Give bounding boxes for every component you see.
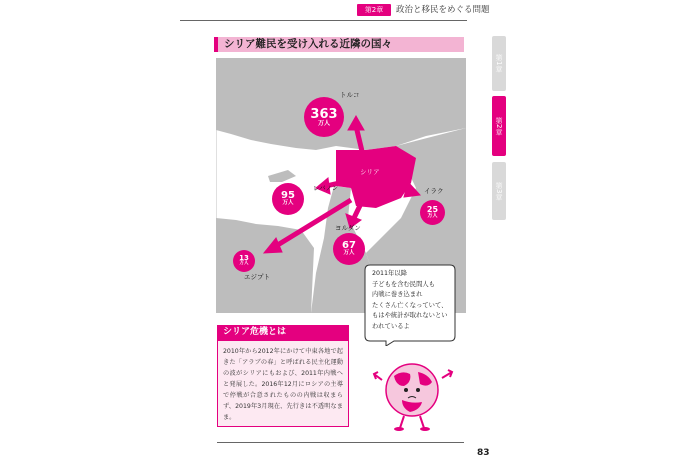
label-turkey: トルコ: [340, 91, 360, 99]
header-rule: [180, 20, 467, 21]
globe-character-illustration: [372, 352, 454, 432]
bubble-lebanon: [272, 183, 304, 215]
bubble-jordan-value: 67: [342, 240, 356, 252]
bubble-jordan-unit: 万人: [343, 250, 355, 257]
speech-line: われているよ: [372, 322, 410, 330]
bubble-egypt: [233, 250, 255, 272]
info-box-title: シリア危機とは: [217, 325, 349, 340]
speech-line: 内戦に巻き込まれ: [372, 291, 423, 298]
speech-text: [372, 269, 452, 332]
bubble-jordan: [333, 233, 365, 265]
label-syria: シリア: [360, 168, 380, 176]
bubble-iraq: [420, 200, 445, 225]
chapter-chip: 第2章: [357, 4, 391, 16]
bubble-egypt-value: 13: [239, 254, 249, 263]
bubble-turkey: [304, 97, 344, 137]
tab-chapter-1[interactable]: 第1章: [492, 36, 506, 91]
bubble-egypt-unit: 万人: [239, 261, 249, 267]
info-box-body: 2010年から2012年にかけて中東各地で起きた「アラブの春」と呼ばれる民主化運動の波がシリアにもおよび、2011年内戦へと発展した。2016年12月にロシアの主導で停戦が合意されたものの内戦は収まらず、2019年3月現在、先行きは不透明なまま。: [217, 340, 349, 427]
bubble-lebanon-value: 95: [281, 190, 295, 202]
speech-line: 子どもを含む民間人も: [372, 280, 435, 288]
speech-line: たくさん亡くなっていて、: [372, 301, 448, 309]
bubble-turkey-unit: 万人: [317, 119, 330, 127]
label-lebanon: レバノン: [313, 184, 339, 192]
tab-chapter-3[interactable]: 第3章: [492, 162, 506, 220]
tab-chapter-2[interactable]: 第2章: [492, 96, 506, 156]
speech-line: もはや統計が取れないとい: [372, 312, 448, 319]
running-header-title: 政治と移民をめぐる問題: [396, 5, 490, 15]
bubble-iraq-value: 25: [426, 205, 439, 214]
label-iraq: イラク: [424, 187, 444, 195]
label-egypt: エジプト: [244, 273, 270, 281]
page-number: 83: [477, 448, 490, 458]
footer-rule: [217, 442, 464, 443]
speech-line: 2011年以降: [372, 270, 407, 277]
bubble-turkey-value: 363: [310, 106, 338, 122]
bubble-iraq-unit: 万人: [427, 213, 438, 219]
bubble-lebanon-unit: 万人: [282, 200, 294, 207]
label-jordan: ヨルダン: [335, 224, 361, 232]
section-title: シリア難民を受け入れる近隣の国々: [214, 37, 464, 52]
